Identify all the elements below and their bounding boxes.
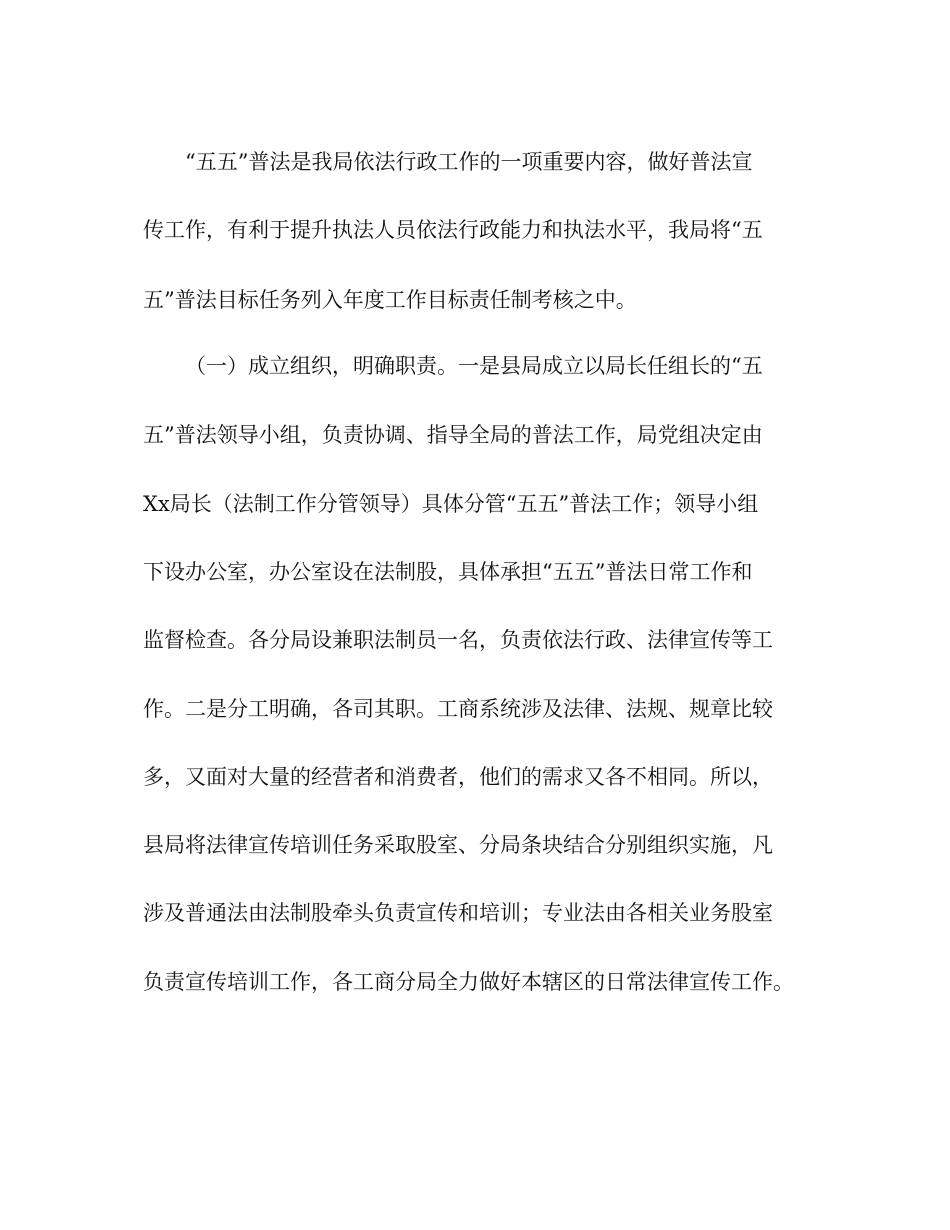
paragraph-1-line-2: 传工作，有利于提升执法人员依法行政能力和执法水平，我局将“五: [143, 218, 763, 242]
paragraph-2-line-4: 下设办公室，办公室设在法制股，具体承担“五五”普法日常工作和: [143, 560, 753, 584]
paragraph-2-line-6: 作。二是分工明确，各司其职。工商系统涉及法律、法规、规章比较: [143, 697, 773, 721]
paragraph-1-line-1: “五五”普法是我局依法行政工作的一项重要内容，做好普法宣: [185, 150, 753, 174]
paragraph-2-line-7: 多，又面对大量的经营者和消费者，他们的需求又各不相同。所以，: [143, 765, 773, 789]
paragraph-2-line-8: 县局将法律宣传培训任务采取股室、分局条块结合分别组织实施，凡: [143, 833, 773, 857]
paragraph-2-line-9: 涉及普通法由法制股牵头负责宣传和培训；专业法由各相关业务股室: [143, 901, 773, 925]
paragraph-2-line-10: 负责宣传培训工作，各工商分局全力做好本辖区的日常法律宣传工作。: [143, 970, 794, 994]
paragraph-2-line-1: （一）成立组织，明确职责。一是县局成立以局长任组长的“五: [185, 354, 763, 378]
paragraph-2-line-3: Xx局长（法制工作分管领导）具体分管“五五”普法工作；领导小组: [143, 492, 759, 516]
paragraph-2-line-5: 监督检查。各分局设兼职法制员一名，负责依法行政、法律宣传等工: [143, 628, 773, 652]
paragraph-2-line-2: 五”普法领导小组，负责协调、指导全局的普法工作，局党组决定由: [143, 423, 763, 447]
paragraph-1-line-3: 五”普法目标任务列入年度工作目标责任制考核之中。: [143, 288, 637, 312]
